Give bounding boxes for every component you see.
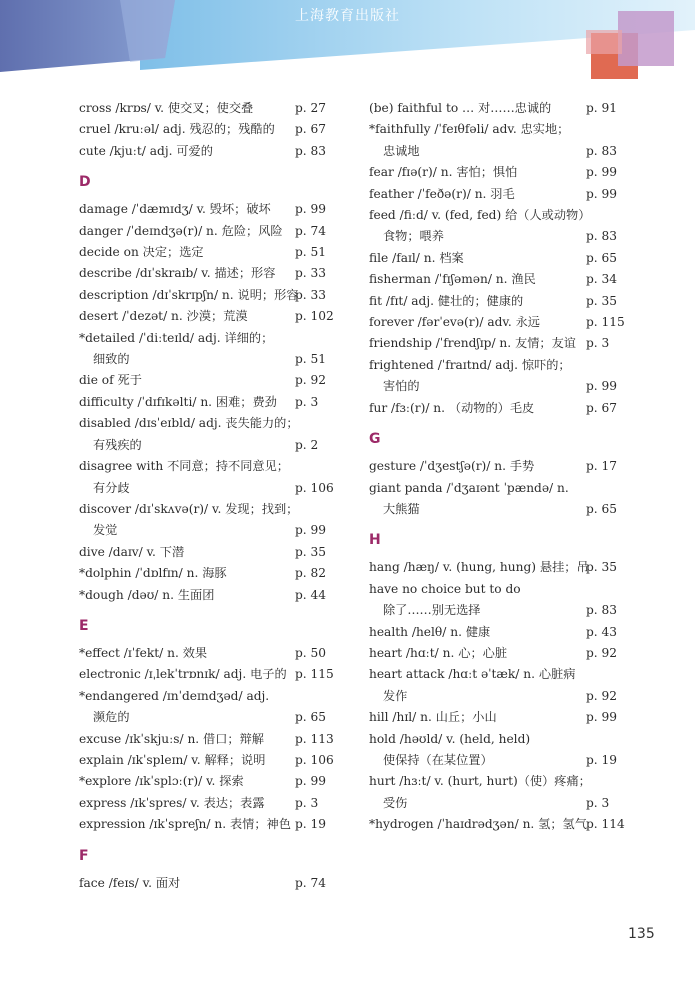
entry-page-reference: p. 74	[295, 223, 327, 238]
entry-continuation-line: 大熊猫	[383, 501, 420, 516]
entry-page-reference: p. 3	[295, 795, 319, 810]
section-letter-heading: H	[369, 532, 381, 549]
glossary-entry	[369, 664, 625, 707]
glossary-entry	[369, 643, 625, 664]
entry-page-reference: p. 33	[295, 266, 327, 281]
entry-headword-line: describe /dɪˈskraɪb/ v. 描述；形容	[79, 266, 276, 281]
glossary-entry	[79, 750, 334, 771]
entry-page-reference: p. 92	[586, 688, 618, 703]
entry-continuation-line: 细致的	[93, 352, 130, 367]
entry-continuation-line: 有分歧	[93, 480, 130, 495]
entry-headword-line: frightened /ˈfraɪtnd/ adj. 惊吓的；	[369, 357, 571, 372]
entry-headword-line: dive /daɪv/ v. 下潜	[79, 544, 185, 559]
entry-headword-line: difficulty /ˈdɪfɪkəlti/ n. 困难；费劲	[79, 394, 277, 409]
glossary-entry	[79, 285, 331, 306]
glossary-entry	[79, 199, 331, 220]
glossary-entry	[369, 622, 625, 643]
entry-page-reference: p. 35	[295, 544, 327, 559]
glossary-entry	[369, 312, 625, 333]
glossary-entry	[79, 392, 331, 413]
page-header-banner	[0, 0, 695, 80]
page-number: 135	[628, 926, 655, 942]
entry-page-reference: p. 3	[295, 394, 319, 409]
glossary-entry	[79, 873, 331, 894]
entry-page-reference: p. 82	[295, 566, 327, 581]
entry-headword-line: *dolphin /ˈdɒlfɪn/ n. 海豚	[79, 566, 227, 581]
glossary-entry	[79, 119, 331, 140]
glossary-entry	[79, 729, 334, 750]
glossary-entry	[79, 686, 331, 729]
entry-page-reference: p. 99	[295, 774, 327, 789]
entry-continuation-line: 害怕的	[383, 379, 420, 394]
section-letter-heading: G	[369, 431, 381, 448]
entry-page-reference: p. 83	[586, 143, 618, 158]
entry-headword-line: fur /fɜː(r)/ n. （动物的）毛皮	[369, 400, 535, 415]
glossary-entry	[79, 370, 331, 391]
glossary-entry	[79, 242, 331, 263]
entry-page-reference: p. 99	[586, 710, 618, 725]
entry-headword-line: electronic /ɪˌlekˈtrɒnɪk/ adj. 电子的	[79, 667, 287, 682]
glossary-entry	[79, 542, 331, 563]
entry-headword-line: feed /fiːd/ v. (fed, fed) 给（人或动物）	[369, 208, 591, 223]
entry-headword-line: *explore /ɪkˈsplɔː(r)/ v. 探索	[79, 774, 244, 789]
entry-page-reference: p. 99	[295, 523, 327, 538]
glossary-entry	[79, 306, 334, 327]
entry-continuation-line: 使保持（在某位置）	[383, 752, 493, 767]
glossary-entry	[369, 771, 625, 814]
entry-headword-line: hurt /hɜːt/ v. (hurt, hurt)（使）疼痛；	[369, 774, 591, 789]
entry-page-reference: p. 102	[295, 309, 334, 324]
entry-page-reference: p. 114	[586, 817, 625, 832]
glossary-entry	[369, 729, 625, 772]
entry-headword-line: excuse /ɪkˈskjuːs/ n. 借口；辩解	[79, 731, 264, 746]
glossary-entry	[369, 333, 625, 354]
entry-headword-line: gesture /ˈdʒestʃə(r)/ n. 手势	[369, 459, 535, 474]
entry-headword-line: cute /kjuːt/ adj. 可爱的	[79, 143, 213, 158]
entry-headword-line: *faithfully /ˈfeɪθfəli/ adv. 忠实地；	[369, 122, 570, 137]
entry-headword-line: hold /həʊld/ v. (held, held)	[369, 731, 531, 746]
glossary-entry	[369, 98, 625, 119]
glossary-entry	[369, 707, 625, 728]
entry-page-reference: p. 106	[295, 480, 334, 495]
entry-headword-line: giant panda /ˈdʒaɪənt ˈpændə/ n.	[369, 480, 569, 495]
entry-page-reference: p. 83	[586, 603, 618, 618]
entry-headword-line: *effect /ɪˈfekt/ n. 效果	[79, 645, 208, 660]
entry-headword-line: fisherman /ˈfɪʃəmən/ n. 渔民	[369, 272, 536, 287]
glossary-entry	[79, 664, 334, 685]
glossary-entry	[369, 557, 625, 578]
entry-page-reference: p. 35	[586, 560, 618, 575]
entry-page-reference: p. 99	[586, 186, 618, 201]
glossary-entry	[369, 205, 625, 248]
entry-continuation-line: 发觉	[93, 523, 118, 538]
entry-continuation-line: 忠诚地	[383, 143, 420, 158]
entry-headword-line: explain /ɪkˈspleɪn/ v. 解释；说明	[79, 752, 266, 767]
glossary-entry	[79, 499, 331, 542]
entry-page-reference: p. 91	[586, 101, 618, 115]
entry-page-reference: p. 65	[586, 501, 618, 516]
entry-headword-line: expression /ɪkˈspreʃn/ n. 表情；神色	[79, 817, 291, 832]
entry-page-reference: p. 99	[586, 379, 618, 394]
entry-headword-line: disabled /dɪsˈeɪbld/ adj. 丧失能力的；	[79, 416, 299, 431]
glossary-entry	[369, 355, 625, 398]
glossary-entry	[79, 221, 331, 242]
entry-page-reference: p. 67	[586, 400, 618, 415]
entry-headword-line: fit /fɪt/ adj. 健壮的；健康的	[369, 293, 524, 308]
entry-page-reference: p. 51	[295, 352, 327, 367]
entry-headword-line: disagree with 不同意；持不同意见；	[79, 459, 289, 474]
entry-headword-line: feather /ˈfeðə(r)/ n. 羽毛	[369, 186, 515, 201]
entry-page-reference: p. 3	[586, 795, 610, 810]
entry-page-reference: p. 51	[295, 245, 327, 260]
glossary-entry	[369, 184, 625, 205]
entry-page-reference: p. 19	[295, 817, 327, 832]
entry-headword-line: hill /hɪl/ n. 山丘；小山	[369, 710, 497, 725]
entry-headword-line: damage /ˈdæmɪdʒ/ v. 毁坏；破坏	[79, 202, 271, 217]
section-letter-heading: D	[79, 174, 91, 191]
entry-headword-line: danger /ˈdeɪndʒə(r)/ n. 危险；风险	[79, 223, 283, 238]
glossary-entry	[79, 814, 331, 835]
entry-headword-line: heart attack /hɑːt əˈtæk/ n. 心脏病	[369, 667, 576, 682]
glossary-entry	[369, 456, 625, 477]
entry-continuation-line: 发作	[383, 688, 408, 703]
glossary-entry	[369, 814, 625, 835]
glossary-entry	[79, 413, 331, 456]
entry-headword-line: *detailed /ˈdiːteɪld/ adj. 详细的；	[79, 330, 274, 345]
entry-page-reference: p. 113	[295, 731, 334, 746]
entry-headword-line: face /feɪs/ v. 面对	[79, 875, 181, 890]
entry-page-reference: p. 115	[295, 667, 334, 682]
entry-page-reference: p. 83	[295, 143, 327, 158]
entry-continuation-line: 受伤	[383, 795, 408, 810]
entry-headword-line: decide on 决定；选定	[79, 245, 204, 260]
entry-continuation-line: 食物；喂养	[383, 229, 444, 244]
glossary-entry	[79, 98, 331, 119]
entry-page-reference: p. 34	[586, 272, 618, 287]
entry-headword-line: file /faɪl/ n. 档案	[369, 250, 464, 265]
entry-page-reference: p. 74	[295, 875, 327, 890]
entry-page-reference: p. 2	[295, 437, 319, 452]
entry-headword-line: *endangered /ɪnˈdeɪndʒəd/ adj.	[79, 688, 270, 703]
glossary-entry	[79, 771, 331, 792]
entry-page-reference: p. 99	[586, 165, 618, 180]
glossary-entry	[79, 643, 331, 664]
entry-headword-line: cruel /kruːəl/ adj. 残忍的；残酷的	[79, 122, 275, 137]
entry-headword-line: *hydrogen /ˈhaɪdrədʒən/ n. 氢；氢气	[369, 817, 587, 832]
entry-headword-line: friendship /ˈfrendʃɪp/ n. 友情；友谊	[369, 336, 576, 351]
entry-page-reference: p. 44	[295, 587, 327, 602]
section-letter-heading: F	[79, 847, 89, 864]
entry-continuation-line: 除了……别无选择	[383, 603, 481, 618]
publisher-name: 上海教育出版社	[295, 8, 400, 24]
entry-page-reference: p. 65	[295, 710, 327, 725]
entry-headword-line: description /dɪˈskrɪpʃn/ n. 说明；形容	[79, 287, 299, 302]
entry-page-reference: p. 35	[586, 293, 618, 308]
glossary-entry	[369, 398, 625, 419]
entry-page-reference: p. 92	[295, 373, 327, 388]
entry-page-reference: p. 67	[295, 122, 327, 137]
entry-page-reference: p. 43	[586, 624, 618, 639]
entry-page-reference: p. 92	[586, 645, 618, 660]
entry-headword-line: have no choice but to do	[369, 581, 521, 596]
glossary-entry	[79, 263, 331, 284]
entry-page-reference: p. 33	[295, 287, 327, 302]
entry-page-reference: p. 27	[295, 101, 327, 115]
entry-page-reference: p. 3	[586, 336, 610, 351]
glossary-column-right	[369, 98, 625, 836]
entry-headword-line: desert /ˈdezət/ n. 沙漠；荒漠	[79, 309, 248, 324]
entry-page-reference: p. 106	[295, 752, 334, 767]
glossary-entry	[369, 248, 625, 269]
glossary-entry	[369, 269, 625, 290]
entry-headword-line: express /ɪkˈspres/ v. 表达；表露	[79, 795, 265, 810]
section-letter-heading: E	[79, 617, 89, 634]
glossary-entry	[79, 141, 331, 162]
glossary-entry	[79, 328, 331, 371]
entry-headword-line: discover /dɪˈskʌvə(r)/ v. 发现；找到；	[79, 501, 299, 516]
entry-page-reference: p. 19	[586, 752, 618, 767]
entry-continuation-line: 濒危的	[93, 710, 130, 725]
glossary-entry	[79, 456, 334, 499]
entry-page-reference: p. 65	[586, 250, 618, 265]
entry-headword-line: *dough /dəʊ/ n. 生面团	[79, 587, 215, 602]
entry-page-reference: p. 83	[586, 229, 618, 244]
entry-headword-line: fear /fɪə(r)/ n. 害怕；惧怕	[369, 165, 518, 180]
glossary-entry	[369, 162, 625, 183]
glossary-entry	[369, 119, 625, 162]
entry-headword-line: die of 死于	[79, 373, 142, 388]
entry-page-reference: p. 50	[295, 645, 327, 660]
entry-page-reference: p. 115	[586, 315, 625, 330]
glossary-entry	[369, 579, 625, 622]
glossary-entry	[79, 793, 331, 814]
entry-headword-line: health /helθ/ n. 健康	[369, 624, 491, 639]
entry-headword-line: hang /hæŋ/ v. (hung, hung) 悬挂；吊	[369, 560, 589, 575]
glossary-column-left	[79, 98, 334, 894]
glossary-entry	[79, 585, 331, 606]
entry-headword-line: cross /krɒs/ v. 使交叉；使交叠	[79, 101, 254, 115]
entry-page-reference: p. 17	[586, 459, 618, 474]
entry-page-reference: p. 99	[295, 202, 327, 217]
entry-headword-line: heart /hɑːt/ n. 心；心脏	[369, 645, 508, 660]
glossary-entry	[79, 563, 331, 584]
glossary-entry	[369, 291, 625, 312]
entry-headword-line: (be) faithful to … 对……忠诚的	[369, 101, 552, 115]
entry-headword-line: forever /fərˈevə(r)/ adv. 永远	[369, 315, 540, 330]
glossary-entry	[369, 478, 625, 521]
entry-continuation-line: 有残疾的	[93, 437, 142, 452]
